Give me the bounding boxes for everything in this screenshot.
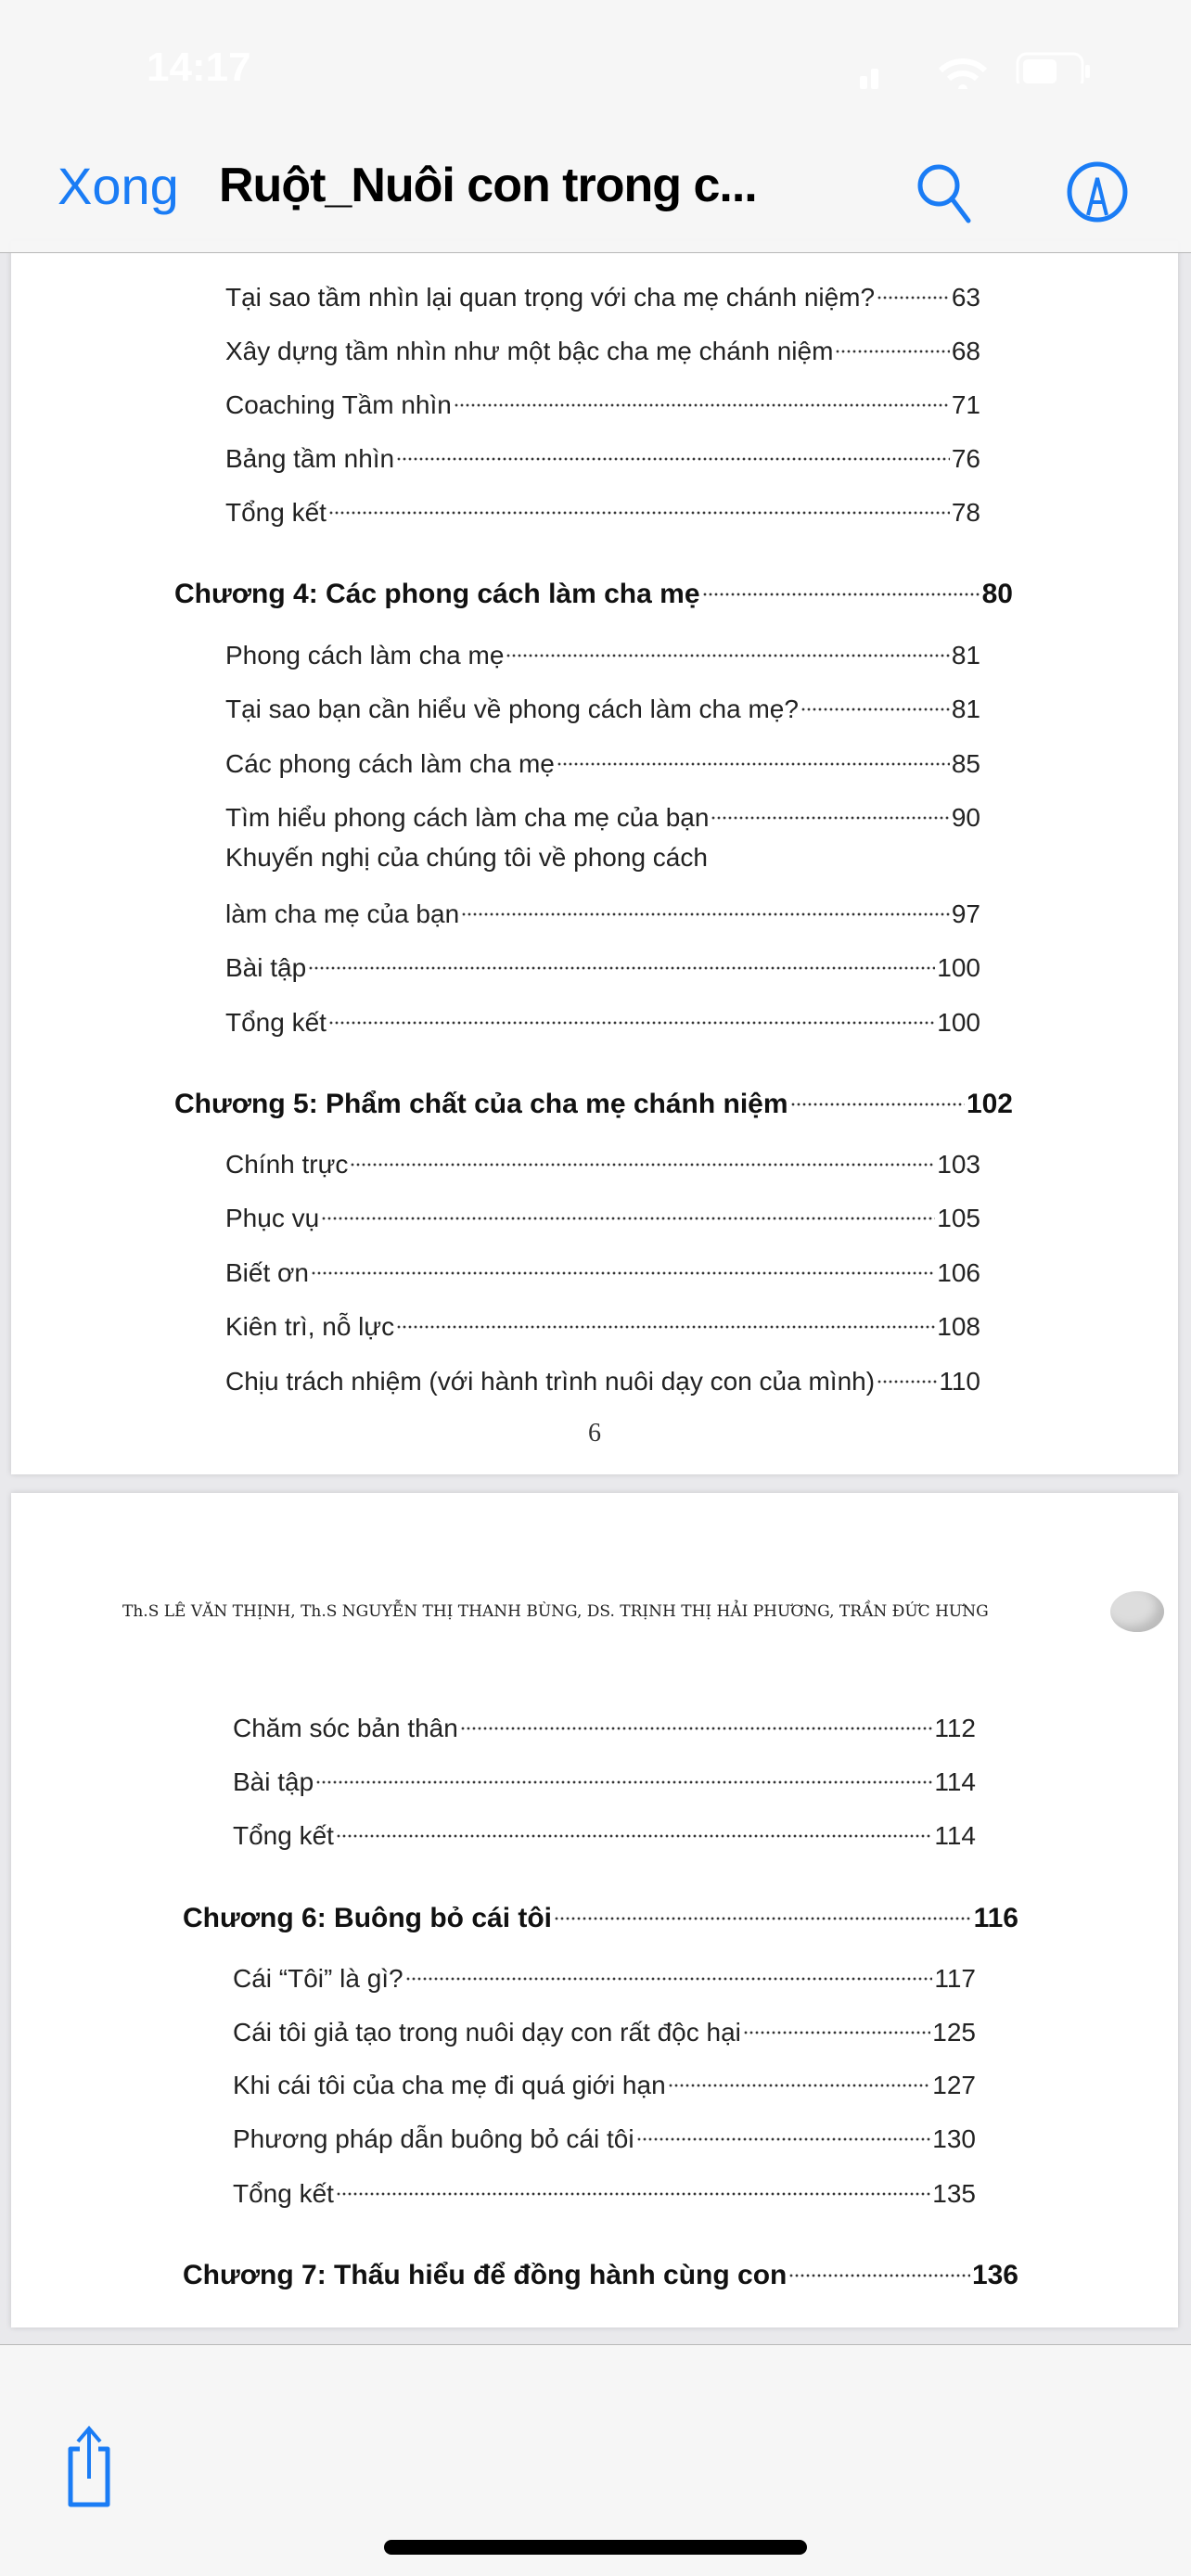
toc-entry-title: Tổng kết — [233, 2179, 334, 2208]
dot-leader — [350, 1136, 935, 1173]
toc-page-number: 81 — [951, 641, 980, 670]
toc-entry-link[interactable] — [233, 2057, 976, 2099]
toc-entry-link[interactable] — [225, 735, 980, 778]
dot-leader — [336, 1807, 932, 1844]
wifi-icon — [937, 57, 989, 89]
pdf-page-7 — [11, 1493, 1178, 2327]
toc-page-number: 78 — [951, 498, 980, 527]
dot-leader — [405, 1950, 933, 1987]
toc-entry-title: Phương pháp dẫn buông bỏ cái tôi — [233, 2124, 634, 2153]
toc-entry-title: Xây dựng tầm nhìn như một bậc cha mẹ chánh niệm — [225, 337, 834, 365]
toc-page-number: 106 — [937, 1258, 980, 1287]
toc-entry-title: Chăm sóc bản thân — [233, 1714, 458, 1742]
dot-leader — [336, 2165, 930, 2202]
toc-page-number: 76 — [951, 444, 980, 473]
toc-entry-title: Cái tôi giả tạo trong nuôi dạy con rất độc hại — [233, 2018, 741, 2047]
toc-entry-title: Chương 6: Buông bỏ cái tôi — [183, 1903, 553, 1933]
toc-entry-link[interactable] — [225, 1190, 980, 1232]
navigation-bar — [0, 0, 1191, 253]
status-time: 14:17 — [147, 45, 251, 90]
toc-entry-title: Khi cái tôi của cha mẹ đi quá giới hạn — [233, 2071, 666, 2099]
share-icon[interactable] — [61, 2425, 135, 2518]
toc-page-number: 117 — [934, 1964, 976, 1993]
toc-entry-title: Chịu trách nhiệm (với hành trình nuôi dạy con của mình) — [225, 1367, 876, 1396]
home-indicator — [384, 2540, 807, 2555]
toc-entry-title: Bài tập — [233, 1767, 314, 1796]
toc-page-number: 112 — [934, 1714, 976, 1742]
toc-entry-title: Tổng kết — [225, 498, 327, 527]
markup-icon[interactable] — [1065, 159, 1130, 224]
toc-page-number: 100 — [937, 953, 980, 982]
toc-page-number: 63 — [951, 283, 980, 312]
toc-entry-link[interactable] — [225, 1298, 980, 1341]
toc-entry-link[interactable] — [225, 839, 708, 876]
toc-entry-title: Kiên trì, nỗ lực — [225, 1312, 395, 1341]
dot-leader — [328, 484, 950, 521]
toc-entry-link[interactable] — [233, 1700, 976, 1742]
dot-leader — [800, 681, 950, 718]
toc-page-number: 135 — [932, 2179, 976, 2208]
toc-entry-link[interactable] — [225, 376, 980, 419]
toc-page-number: 102 — [966, 1089, 1013, 1119]
dot-leader — [790, 1076, 965, 1113]
dot-leader — [506, 627, 949, 664]
dot-leader — [788, 2247, 970, 2284]
dot-leader — [743, 2004, 930, 2041]
toc-page-number: 81 — [951, 695, 980, 723]
toc-page-number: 103 — [937, 1150, 980, 1179]
dot-leader — [877, 269, 950, 306]
toc-entry-title: Chính trực — [225, 1150, 349, 1179]
toc-page-number: 116 — [973, 1903, 1018, 1933]
dot-leader — [554, 1890, 972, 1927]
toc-page-number: 136 — [971, 2260, 1018, 2290]
sheep-logo-icon — [1110, 1591, 1164, 1632]
toc-entry-title: Chương 4: Các phong cách làm cha mẹ — [174, 579, 700, 609]
dot-leader — [311, 1244, 935, 1282]
toc-entry-link[interactable] — [225, 430, 980, 473]
toc-entry-link[interactable] — [225, 681, 980, 723]
dot-leader — [711, 789, 949, 826]
page-number: 6 — [588, 1419, 601, 1447]
toc-entry-link[interactable] — [225, 323, 980, 365]
search-icon[interactable] — [913, 159, 978, 224]
toc-page-number: 110 — [939, 1367, 980, 1396]
toc-entry-link[interactable] — [233, 2165, 976, 2208]
toc-entry-title: Cái “Tôi” là gì? — [233, 1964, 403, 1993]
signal-icon — [858, 57, 895, 89]
toc-page-number: 114 — [934, 1767, 976, 1796]
toc-entry-link[interactable] — [233, 1753, 976, 1796]
toc-page-number: 90 — [951, 803, 980, 832]
pdf-page-6 — [11, 241, 1178, 1474]
document-title: Ruột_Nuôi con trong c... — [219, 159, 757, 212]
toc-entry-title: Coaching Tầm nhìn — [225, 390, 452, 419]
toc-page-number: 80 — [981, 579, 1013, 609]
toc-entry-title: Tại sao bạn cần hiểu về phong cách làm cha mẹ? — [225, 695, 799, 723]
dot-leader — [835, 323, 949, 360]
toc-entry-link[interactable] — [225, 627, 980, 670]
toc-chapter-link[interactable] — [174, 1076, 1013, 1119]
toc-entry-link[interactable] — [225, 1244, 980, 1287]
toc-page-number: 85 — [951, 749, 980, 778]
toc-page-number: 130 — [932, 2124, 976, 2153]
toc-entry-link[interactable] — [225, 789, 980, 832]
toc-entry-title: Chương 5: Phẩm chất của cha mẹ chánh niệm — [174, 1089, 788, 1119]
toc-entry-title: Chương 7: Thấu hiểu để đồng hành cùng con — [183, 2260, 788, 2290]
toc-entry-title: Tổng kết — [225, 1008, 327, 1037]
running-header: Th.S LÊ VĂN THỊNH, Th.S NGUYỄN THỊ THANH BÙNG, DS. TRỊNH THỊ HẢI PHƯƠNG, TRẦN ĐỨC HƯNG — [122, 1602, 989, 1621]
toc-entry-link[interactable] — [225, 1353, 980, 1396]
toc-entry-title: Tại sao tầm nhìn lại quan trọng với cha mẹ chánh niệm? — [225, 283, 876, 312]
battery-icon — [1016, 52, 1092, 83]
dot-leader — [396, 430, 950, 467]
toc-entry-link[interactable] — [225, 939, 980, 982]
toc-entry-title: Tìm hiểu phong cách làm cha mẹ của bạn — [225, 803, 710, 832]
toc-entry-link[interactable] — [225, 269, 980, 312]
toc-page-number: 108 — [937, 1312, 980, 1341]
toc-page-number: 127 — [932, 2071, 976, 2099]
toc-page-number: 71 — [951, 390, 980, 419]
toc-page-number: 105 — [937, 1204, 980, 1232]
dot-leader — [461, 886, 950, 923]
toc-chapter-link[interactable] — [183, 2247, 1018, 2290]
toc-entry-link[interactable] — [233, 2004, 976, 2047]
toc-entry-title: làm cha mẹ của bạn — [225, 899, 460, 928]
toc-page-number: 114 — [934, 1821, 976, 1850]
dot-leader — [702, 566, 980, 603]
dot-leader — [321, 1190, 935, 1227]
toc-entry-link[interactable] — [233, 1950, 976, 1993]
dot-leader — [636, 2111, 931, 2148]
toc-entry-title: Khuyến nghị của chúng tôi về phong cách — [225, 843, 708, 872]
toc-entry-title: Phong cách làm cha mẹ — [225, 641, 505, 670]
toc-page-number: 68 — [951, 337, 980, 365]
dot-leader — [668, 2057, 931, 2094]
toc-entry-link[interactable] — [225, 886, 980, 928]
dot-leader — [454, 376, 950, 414]
toc-entry-title: Tổng kết — [233, 1821, 334, 1850]
toc-entry-link[interactable] — [233, 2111, 976, 2153]
toc-page-number: 125 — [932, 2018, 976, 2047]
toc-entry-link[interactable] — [233, 1807, 976, 1850]
toc-chapter-link[interactable] — [183, 1890, 1018, 1933]
toc-page-number: 97 — [951, 899, 980, 928]
toc-entry-link[interactable] — [225, 994, 980, 1037]
toc-entry-link[interactable] — [225, 484, 980, 527]
dot-leader — [396, 1298, 935, 1335]
dot-leader — [877, 1353, 937, 1390]
toc-page-number: 100 — [937, 1008, 980, 1037]
toc-chapter-link[interactable] — [174, 566, 1013, 609]
dot-leader — [557, 735, 950, 772]
toc-entry-title: Bài tập — [225, 953, 307, 982]
toc-entry-title: Bảng tầm nhìn — [225, 444, 395, 473]
toc-entry-link[interactable] — [225, 1136, 980, 1179]
dot-leader — [328, 994, 935, 1031]
dot-leader — [460, 1700, 933, 1737]
toc-entry-title: Biết ơn — [225, 1258, 309, 1287]
dot-leader — [315, 1753, 932, 1791]
toc-entry-title: Các phong cách làm cha mẹ — [225, 749, 555, 778]
dot-leader — [308, 939, 935, 976]
done-button[interactable]: Xong — [58, 157, 179, 215]
toc-entry-title: Phục vụ — [225, 1204, 320, 1232]
